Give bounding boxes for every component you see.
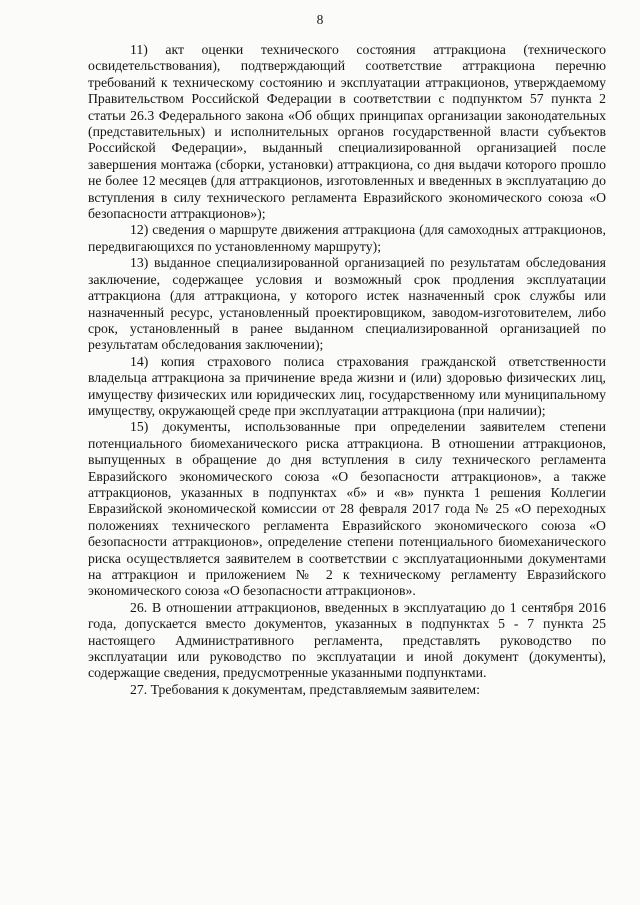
paragraph-item-12: 12) сведения о маршруте движения аттракциона (для самоходных аттракционов, передвигающихся по установленному маршруту);	[88, 222, 606, 254]
paragraph-clause-27: 27. Требования к документам, представляемым заявителем:	[130, 681, 480, 697]
paragraph-item-13: 13) выданное специализированной организацией по результатам обследования заключение, содержащее условия и возможный срок продления эксплуатации аттракциона (для аттракциона, у которого истек назначенный срок службы или назначенный ресурс, установленный проектировщиком, заводом-изготовителем, либо срок, установленный в ранее выданном специализированной организацией по результатам обследования заключении);	[88, 255, 606, 353]
paragraph-clause-26: 26. В отношении аттракционов, введенных в эксплуатацию до 1 сентября 2016 года, допускается вместо документов, указанных в подпунктах 5 - 7 пункта 25 настоящего Административного регламента, представлять руководство по эксплуатации или руководство по эксплуатации и иной документ (документы), содержащие сведения, предусмотренные указанными подпунктами.	[88, 599, 606, 681]
page-number: 8	[316, 12, 324, 27]
paragraph-item-15: 15) документы, использованные при определении заявителем степени потенциального биомеханического риска аттракциона. В отношении аттракционов, выпущенных в обращение до дня вступления в силу технического регламента Евразийского экономического союза «О безопасности аттракционов», а также аттракционов, указанных в подпунктах «б» и «в» пункта 1 решения Коллегии Евразийской экономической комиссии от 28 февраля 2017 года № 25 «О переходных положениях технического регламента Евразийского экономического союза «О безопасности аттракционов», определение степени потенциального биомеханического риска осуществляется заявителем в соответствии с эксплуатационными документами на аттракцион и приложением № 2 к техническому регламенту Евразийского экономического союза «О безопасности аттракционов».	[88, 419, 606, 599]
paragraph-item-11: 11) акт оценки технического состояния аттракциона (технического освидетельствования), подтверждающий соответствие аттракциона перечню требований к техническому состоянию и эксплуатации аттракционов, утверждаемому Правительством Российской Федерации в соответствии с подпунктом 57 пункта 2 статьи 26.3 Федерального закона «Об общих принципах организации законодательных (представительных) и исполнительных органов государственной власти субъектов Российской Федерации», выданный специализированной организацией после завершения монтажа (сборки, установки) аттракциона, со дня выдачи которого прошло не более 12 месяцев (для аттракционов, изготовленных и введенных в эксплуатацию до вступления в силу технического регламента Евразийского экономического союза «О безопасности аттракционов»);	[88, 42, 606, 222]
document-body	[88, 42, 606, 698]
paragraph-item-14: 14) копия страхового полиса страхования гражданской ответственности владельца аттракциона за причинение вреда жизни и (или) здоровью физических лиц, имуществу физических или юридических лиц, государственному или муниципальному имуществу, окружающей среде при эксплуатации аттракциона (при наличии);	[88, 353, 606, 418]
